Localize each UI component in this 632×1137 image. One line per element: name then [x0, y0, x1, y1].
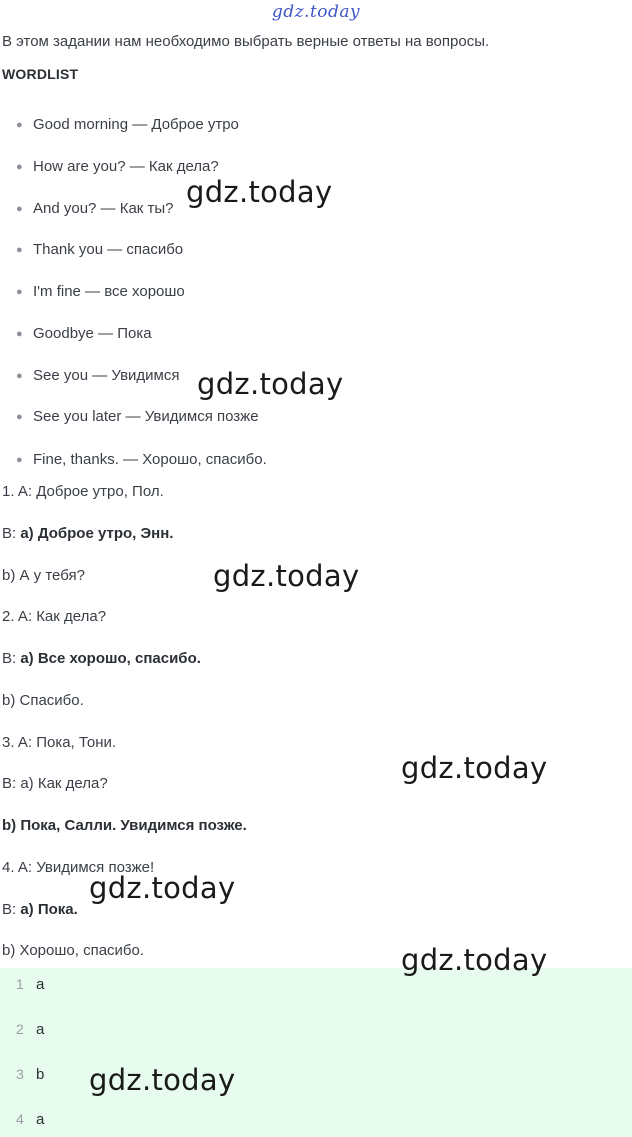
dialog-option-a: B: a) Доброе утро, Энн.: [2, 525, 174, 542]
wordlist-item: ● Fine, thanks. — Хорошо, спасибо.: [16, 451, 267, 468]
wordlist-item: ● And you? — Как ты?: [16, 200, 174, 217]
dialog-question: 2. A: Как дела?: [2, 608, 107, 625]
watermark: gdz.today: [213, 559, 360, 593]
watermark: gdz.today: [89, 871, 236, 905]
wordlist-title: WORDLIST: [2, 66, 79, 82]
bullet-icon: ●: [16, 328, 23, 341]
answer-value: a: [36, 1111, 45, 1128]
wordlist-item: ● I'm fine — все хорошо: [16, 283, 185, 300]
wordlist-item: ● See you later — Увидимся позже: [16, 408, 259, 425]
answer-value: a: [36, 1021, 45, 1038]
correct-answer: a) Пока.: [20, 901, 78, 918]
bullet-icon: ●: [16, 454, 23, 467]
dialog-option-b: b) Хорошо, спасибо.: [2, 942, 145, 959]
wordlist-item: ● See you — Увидимся: [16, 367, 180, 384]
watermark: gdz.today: [186, 175, 333, 209]
watermark: gdz.today: [89, 1063, 236, 1097]
correct-answer: a) Доброе утро, Энн.: [20, 525, 174, 542]
answer-row: [16, 1021, 44, 1038]
answer-value: a: [36, 976, 45, 993]
dialog-option-b: b) А у тебя?: [2, 567, 85, 584]
bullet-icon: ●: [16, 370, 23, 383]
answer-number: 1: [16, 976, 24, 992]
watermark: gdz.today: [401, 751, 548, 785]
intro-text: В этом задании нам необходимо выбрать верные ответы на вопросы.: [2, 33, 490, 50]
dialog-question: 4. A: Увидимся позже!: [2, 859, 155, 876]
bullet-icon: ●: [16, 286, 23, 299]
wordlist-item: ● Good morning — Доброе утро: [16, 116, 239, 133]
wordlist-item: ● Thank you — спасибо: [16, 241, 184, 258]
bullet-icon: ●: [16, 119, 23, 132]
dialog-question: 1. A: Доброе утро, Пол.: [2, 483, 164, 500]
dialog-option-a: B: a) Все хорошо, спасибо.: [2, 650, 201, 667]
answer-box: [0, 968, 632, 1137]
dialog-option-a: B: a) Пока.: [2, 901, 78, 918]
bullet-icon: ●: [16, 244, 23, 257]
answer-number: 4: [16, 1111, 24, 1127]
answer-row: [16, 976, 44, 993]
dialog-option-b: b) Спасибо.: [2, 692, 84, 709]
watermark: gdz.today: [401, 943, 548, 977]
dialog-option-a: B: a) Как дела?: [2, 775, 108, 792]
answer-number: 2: [16, 1021, 24, 1037]
answer-row: [16, 1111, 44, 1128]
correct-answer: a) Все хорошо, спасибо.: [20, 650, 201, 667]
wordlist-item: ● How are you? — Как дела?: [16, 158, 219, 175]
watermark: gdz.today: [197, 367, 344, 401]
answer-number: 3: [16, 1066, 24, 1082]
correct-answer: b) Пока, Салли. Увидимся позже.: [2, 817, 247, 834]
site-logo[interactable]: gdz.today: [271, 2, 361, 22]
dialog-question: 3. A: Пока, Тони.: [2, 734, 117, 751]
wordlist-item: ● Goodbye — Пока: [16, 325, 152, 342]
answer-row: [16, 1066, 44, 1083]
bullet-icon: ●: [16, 203, 23, 216]
bullet-icon: ●: [16, 161, 23, 174]
answer-value: b: [36, 1066, 45, 1083]
bullet-icon: ●: [16, 411, 23, 424]
